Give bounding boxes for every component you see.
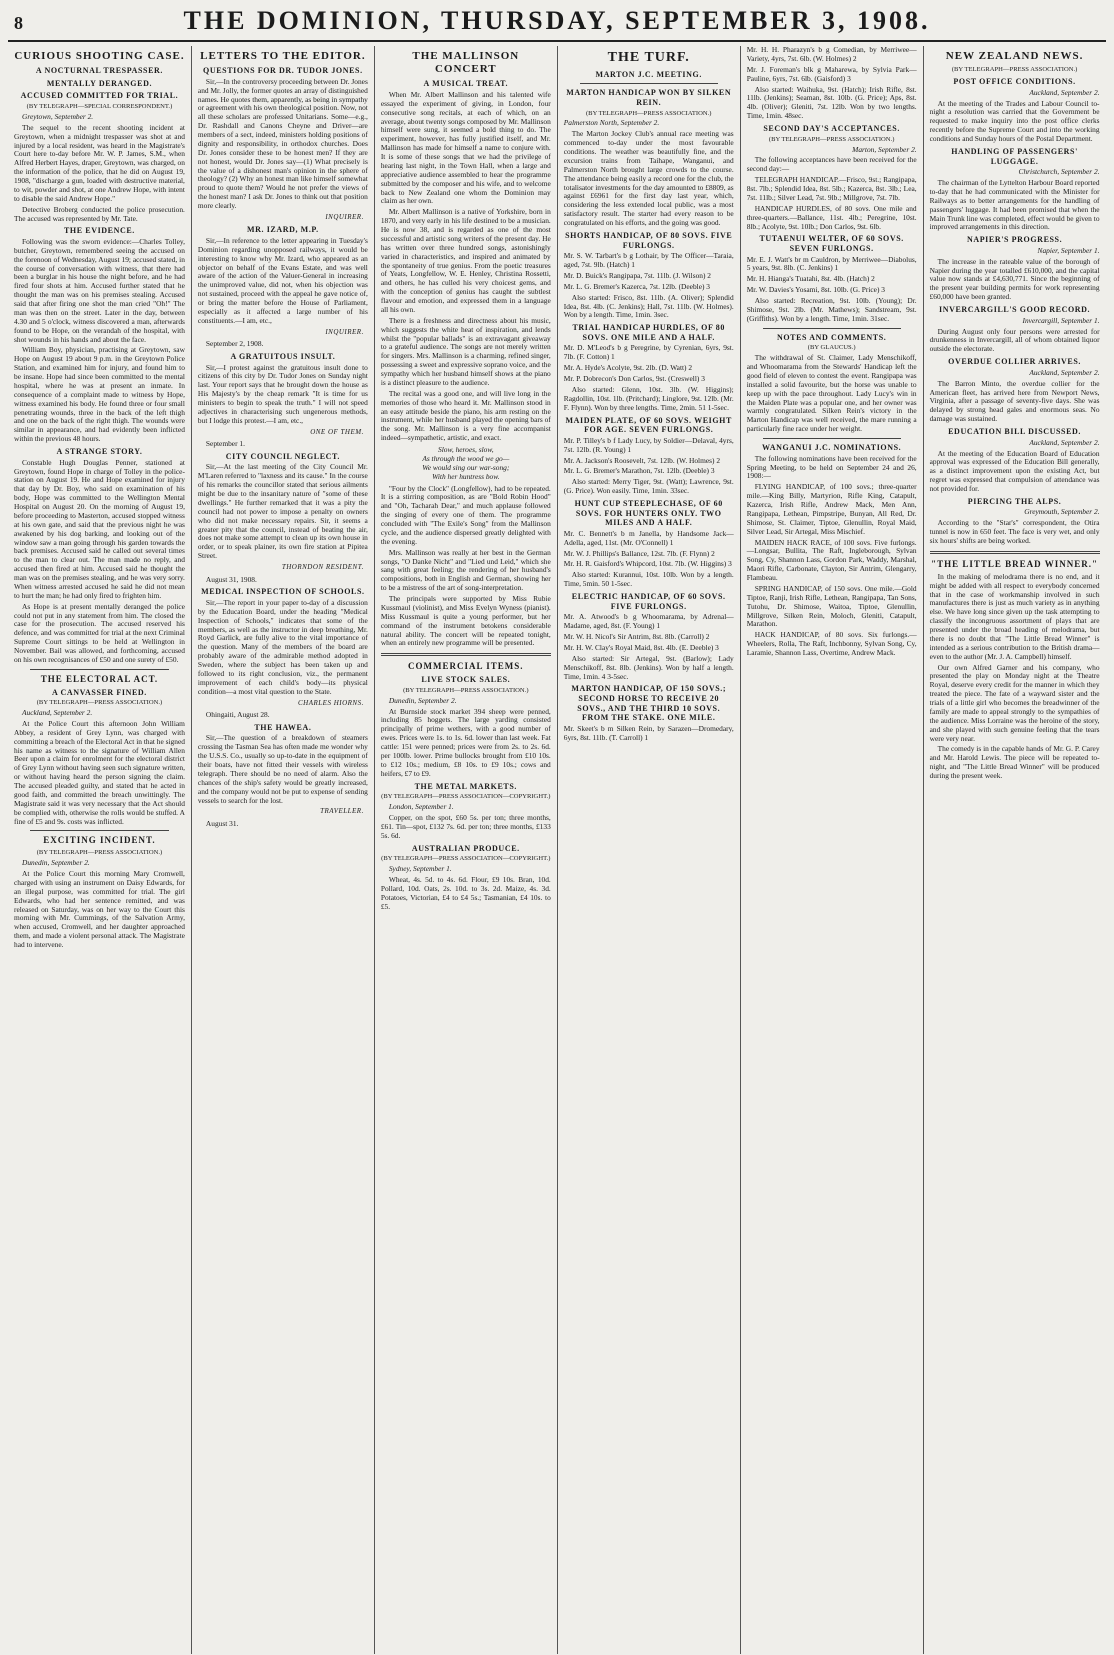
verse-line: We would sing our war-song;	[422, 462, 510, 472]
race-heading: TRIAL HANDICAP HURDLES, OF 80 SOVS. ONE MILE AND A HALF.	[572, 323, 725, 342]
article-paragraph: Copper, on the spot, £60 5s. per ton; three months, £61. Tin—spot, £132 7s. 6d. per ton; three months, £133 5s. 6d.	[380, 812, 551, 840]
letter-signature: INQUIRER.	[325, 327, 364, 336]
credit-line: (BY TELEGRAPH—PRESS ASSOCIATION.)	[585, 109, 712, 117]
article-paragraph: There is a freshness and directness about his music, which suggests the white heat of inspiration, and lends whilst the "popular ballads" is an extravagant giveaway to a grateful audience. The songs are not merely written for singers. Mrs. Mallinson is a charming, refined singer, possessing a sweet and expressive soprano voice, and the sympathy which her husband himself shows at the piano is a distinct pleasure to the audience.	[380, 315, 551, 387]
subhead-izard: MR. IZARD, M.P.	[246, 225, 319, 235]
race-result-line: Mr. C. Bennett's b m Janella, by Handsome Jack—Adella, aged, 11st. (Mr. O'Connell) 1	[563, 528, 734, 547]
race-result-line: Mr. H. W. Clay's Royal Maid, 8st. 4lb. (E. Deeble) 3	[563, 642, 719, 652]
subhead-canvasser: A CANVASSER FINED.	[52, 687, 147, 697]
subhead-evidence: THE EVIDENCE.	[63, 226, 135, 236]
subhead-committed: ACCUSED COMMITTED FOR TRIAL.	[20, 91, 179, 101]
race-summary: Also started: Sir Artegal, 9st. (Barlow); Lady Menschikoff, 8st. 8lb. (Jenkins). Won by half a length. Time, 1min. 4 3-5sec.	[563, 653, 734, 681]
article-paragraph: FLYING HANDICAP, of 100 sovs.; three-quarter mile.—King Billy, Martyrion, Rifle King, Catapult, Kazerca, Irish Rifle, Andrew Mack, Men Ann, Rangipapa, Lethean, Pimpstripe, Bunyan, All Red, Dr. Shimose, St. Claimer, Tiptoe, Glenullin, Royal Maid, Silver Lead, Sir Artegal, Miss Mischief.	[746, 482, 917, 536]
subhead-notes: NOTES AND COMMENTS.	[776, 332, 887, 342]
article-paragraph: HACK HANDICAP, of 80 sovs. Six furlongs.—Wheelers, Rolla, The Raft, Inchbonny, Sylvan Song, Cy, Laramie, Shannon Lass, Overtime, Andrew Mack.	[746, 630, 917, 658]
verse-line: With her huntress bow.	[432, 471, 500, 481]
article-paragraph: The sequel to the recent shooting incident at Greytown, when a midnight trespasser was shot at and injured by a local resident, was heard in the Magistrate's Court here to-day before Mr. W. P. James, S.M., when Alfred Herbert Hayes, draper, Greytown, was charged, on the information of the police, that he did on August 19, 1908, "discharge a gun, loaded with destructive material, to wit, powder and shot, at one Andrew Hope, with intent to disable the said Andrew Hope."	[14, 122, 185, 203]
race-heading: MARTON HANDICAP, OF 150 SOVS.; SECOND HORSE TO RECEIVE 20 SOVS., AND THE THIRD 10 SOVS. FROM THE STAKE. ONE MILE.	[571, 684, 727, 723]
letter-paragraph: Sir,—The question of a breakdown of steamers crossing the Tasman Sea has often made me wonder why the U.S.S. Co., usually so up-to-date in the equipment of their boats, have not fitted their vessels with wireless telegraph. There should be no need of alarm. Also the chances of the ship's safety would be greatly increased, and the company would not be put to expense of sending vessels to search for the lost.	[197, 733, 368, 805]
article-paragraph: MAIDEN HACK RACE, of 100 sovs. Five furlongs.—Longsar, Bullita, The Raft, Ingleborough, Sylvan Song, Cy, Shannon Lass, Gordon Park, Waddy, Marshal, Maori Rifle, Carbonate, Clayton, Sir Antrim, Glengarry, Flambeau.	[746, 537, 917, 583]
divider	[381, 653, 551, 656]
article-paragraph: At Burnside stock market 394 sheep were penned, including 85 hoggets. The large yarding consisted principally of prime wethers, with a good number of ewes. Prices were 1s. to 1s. 6d. lower than last week. Fat cattle: 151 were penned; prices were from 2s. to 2s. 6d. per 100lb. lower. Prime bullocks brought from £10 10s. to £12 10s.; medium, £8 10s. to £9 10s.; cows and heifers, £7 to £9.	[380, 706, 551, 778]
subhead-trespasser: A NOCTURNAL TRESPASSER.	[35, 66, 163, 76]
credit-line: (BY TELEGRAPH—PRESS ASSOCIATION.)	[951, 66, 1078, 74]
subhead-napier: NAPIER'S PROGRESS.	[966, 235, 1063, 245]
article-paragraph: At the meeting of the Trades and Labour Council to-night a resolution was carried that the Government be requested to make inquiry into the post office clerks recently before the Supreme Court and into the working conditions and Sunday hours of the Postal Department.	[929, 98, 1100, 144]
article-paragraph: Following was the sworn evidence:—Charles Tolley, butcher, Greytown, remembered seeing the accused on the forenoon of Wednesday, August 19; accused stated, in the course of conversation with witness, that there had been a burglar in his house the night before, and he had fired four shots at him. Accused further stated that he thought the man was on his premises stealing. Accused said that after firing one shot the man cried "Oh!" The man was then on the street. Later in the day, between 4.30 and 5 o'clock, witness discovered a man, afterwards found to be Hope, on the verandah of the hospital, with shot wounds in his hands and about the face.	[14, 236, 185, 344]
dateline: Auckland, September 2.	[1029, 367, 1100, 377]
article-paragraph: The following nominations have been received for the Spring Meeting, to be held on September 24 and 26, 1908:—	[746, 453, 917, 481]
dateline: Christchurch, September 2.	[1018, 167, 1100, 177]
race-summary: Also started: Frisco, 8st. 11lb. (A. Oliver); Splendid Idea, 8st. 4lb. (C. Jenkins); Hall, 7st. 11lb. (W. Holmes). Won by a length. Time, 1min. 3sec.	[563, 292, 734, 320]
race-result-line: Mr. D. M'Leod's b g Peregrine, by Cyrenian, 6yrs, 9st. 7lb. (F. Cotton) 1	[563, 343, 734, 362]
race-result-line: Mr. L. G. Bremer's Marathon, 7st. 12lb. (Deeble) 3	[563, 466, 715, 476]
headline-letters: LETTERS TO THE EDITOR.	[200, 50, 366, 62]
letter-date: Ohingaiti, August 28.	[205, 709, 270, 719]
subhead-wanganui: WANGANUI J.C. NOMINATIONS.	[762, 443, 902, 453]
letter-date: September 2, 1908.	[205, 339, 264, 349]
dateline: London, September 1.	[388, 802, 454, 812]
race-result-line: Mr. J. Foreman's blk g Maharewa, by Sylvia Park—Pauline, 6yrs, 7st. 6lb. (Gaisford) 3	[746, 64, 917, 83]
credit-line: (BY TELEGRAPH—PRESS ASSOCIATION.)	[768, 135, 895, 143]
race-heading: TUTAENUI WELTER, OF 60 SOVS. SEVEN FURLONGS.	[759, 234, 904, 253]
divider	[763, 438, 901, 439]
race-result-line: Mr. W. J. Phillips's Ballance, 12st. 7lb. (F. Flynn) 2	[563, 548, 715, 558]
race-summary: Also started: Merry Tiger, 9st. (Watt); Lawrence, 9st. (G. Price). Won easily. Time, 1min. 33sec.	[563, 477, 734, 496]
article-paragraph: TELEGRAPH HANDICAP.—Frisco, 9st.; Rangipapa, 8st. 7lb.; Splendid Idea, 8st. 5lb.; Kazerca, 8st. 3lb.; Lea, 7st. 11lb.; Silver Lead, 7st. 9lb.; Millgrove, 7st. 7lb.	[746, 175, 917, 202]
article-paragraph: Our own Alfred Garner and his company, who presented the play on Monday night at the Theatre Royal, deserve every credit for the manner in which they treated the piece. The fate of a wayward sister and the trials of a little girl who becomes the breadwinner of the family are made to appeal strongly to the sympathies of the audience. Miss Lorraine was the heroine of the story, and she played with such genuine feeling that the tears were very near.	[929, 662, 1100, 743]
race-heading: MAIDEN PLATE, OF 60 SOVS. WEIGHT FOR AGE. SEVEN FURLONGS.	[565, 415, 732, 435]
verse-line: As through the wood we go—	[422, 453, 510, 463]
letter-date: August 31, 1908.	[205, 574, 257, 584]
race-result-line: Mr. D. Buick's Rangipapa, 7st. 11lb. (J. Wilson) 2	[563, 270, 711, 280]
dateline: Dunedin, September 2.	[22, 858, 90, 868]
race-result-line: Mr. Skeet's b m Silken Rein, by Sarazen—Dromedary, 6yrs, 8st. 11lb. (T. Carroll) 1	[563, 723, 734, 742]
dateline: Dunedin, September 2.	[388, 695, 457, 705]
article-paragraph: The increase in the rateable value of the borough of Napier during the year totalled £610,000, and the capital value now stands at £4,630,771. Since the beginning of the present year building permits for work representing £60,000 have been granted.	[929, 256, 1100, 302]
column-5	[740, 46, 923, 1654]
subhead-marton-meeting: MARTON J.C. MEETING.	[595, 69, 702, 79]
dateline: Palmerston North, September 2.	[563, 118, 660, 128]
dateline: Auckland, September 2.	[22, 708, 93, 718]
article-paragraph: Mr. Albert Mallinson is a native of Yorkshire, born in 1870, and very early in his life destined to be a musician. He is now 38, and is regarded as one of the most successful and artistic song writers of the present day. He has written over three hundred songs, astonishingly varied in characteristics, and inspired and animated by the spontaneity of true genius. From the poetic treasures of Yeats, Longfellow, W. E. Henley, Christina Rossetti, and others, he has culled his very choicest gems, and with the conception of genius has caught the subtlest flavour and emotion, and expressed them in a language all his own.	[380, 207, 551, 314]
article-paragraph: The withdrawal of St. Claimer, Lady Menschikoff, and Whoomarama from the Stewards' Handicap left the good field of eleven to contest the event. Rangipapa was installed a solid favourite, but the horse was unable to keep up with the pace throughout. Lady Lucy's win in the Maiden Plate was a popular one, and her owner was warmly congratulated. Silken Rein's victory in the Marton Handicap was well received, the mare running a particularly fine race under her weight.	[746, 353, 917, 434]
column-4	[557, 46, 740, 1654]
letter-paragraph: Sir,—The report in your paper to-day of a discussion by the Education Board, under the heading "Medical Inspection of Schools," indicates that some of the members, as well as the instructor in deep breathing, Mr. Royd Garlick, are fully alive to the vital importance of the question. Many of the members of the board are probably aware of the admirable method adopted in Sweden, where the subject has been taken up and followed to its right conclusion, viz., the permanent improvement of each child's body—its physical condition—a most vital question to the State.	[197, 597, 368, 696]
credit-line: (BY TELEGRAPH—SPECIAL CORRESPONDENT.)	[26, 102, 173, 110]
divider	[30, 669, 169, 670]
race-result-line: Mr. H. H. Pharazyn's b g Comedian, by Merriwee—Variety, 4yrs, 7st. 6lb. (W. Holmes) 2	[746, 46, 917, 63]
subhead-medical: MEDICAL INSPECTION OF SCHOOLS.	[201, 587, 365, 597]
subhead-invercargill: INVERCARGILL'S GOOD RECORD.	[939, 305, 1091, 315]
letter-paragraph: Sir,—At the last meeting of the City Council Mr. M'Laren referred to "laxness and its cause." In the course of his remarks the councillor stated that serious ailments might be due to the insanitary nature of "some of these dwellings." He further remarked that it was a pity the council had not power to impose a penalty on owners who did not make necessary repairs. Sir, it seems a greater pity that the council, instead of beating the air, does not make some attempt to clean up its own house in order, or to speak plainer, its own fire station at Pipitea Street.	[197, 462, 368, 561]
article-paragraph: During August only four persons were arrested for drunkenness in Invercargill, all of whom obtained liquor outside the electorate.	[929, 326, 1100, 354]
letter-signature: CHARLES HIORNS.	[298, 698, 364, 707]
race-result-line: Mr. W. Davies's Yosami, 8st. 10lb. (G. Price) 3	[746, 285, 885, 295]
race-heading: SHORTS HANDICAP, OF 80 SOVS. FIVE FURLONGS.	[565, 230, 733, 250]
subhead-insult: A GRATUITOUS INSULT.	[230, 351, 336, 361]
race-result-line: Mr. H. R. Gaisford's Whipcord, 10st. 7lb. (W. Higgins) 3	[563, 559, 732, 569]
headline-exciting: EXCITING INCIDENT.	[43, 835, 156, 846]
column-2	[191, 46, 374, 1654]
column-1	[8, 46, 191, 1654]
letter-signature: TRAVELLER.	[320, 807, 364, 816]
headline-commercial: COMMERCIAL ITEMS.	[408, 661, 524, 672]
article-paragraph: The recital was a good one, and will live long in the memories of those who heard it. Mr. Mallinson stood in an easy attitude beside the piano, his arm resting on the instrument, while her husband played the opening bars of the song. Mr. Mallinson is a very fine accompanist indeed—sympathetic, artistic, and exact.	[380, 388, 551, 443]
headline-bread-winner: "THE LITTLE BREAD WINNER."	[931, 558, 1098, 569]
dateline: Invercargill, September 1.	[1022, 315, 1100, 325]
race-result-line: Mr. P. Dobrecon's Don Carlos, 9st. (Creswell) 3	[563, 374, 705, 384]
credit-line: (BY TELEGRAPH—PRESS ASSOCIATION.)	[36, 699, 163, 707]
subhead-collier: OVERDUE COLLIER ARRIVES.	[948, 357, 1081, 367]
headline-mallinson: THE MALLINSON CONCERT	[412, 50, 520, 76]
race-summary: Also started: Recreation, 9st. 10lb. (Young); Dr. Shimose, 9st. 2lb. (Mr. Mathews); Sandstream, 9st. (Griffiths). Won by a length. Time, 1min. 31sec.	[746, 296, 917, 323]
article-paragraph: The principals were supported by Miss Rubie Kussmaul (violinist), and Miss Evelyn Wyness (pianist). Miss Kussmaul is quite a young performer, but her command of the instrument betokens considerable natural ability. The concert will be repeated tonight, when an entirely new programme will be presented.	[380, 594, 551, 648]
credit-line: (BY GLAUCUS.)	[807, 344, 856, 352]
letter-paragraph: Sir,—I protest against the gratuitous insult done to citizens of this city by Dr. Tudor Jones on Sunday night last. Your report says that he brought down the house as His Majesty's by the cheap remark "It is time for us ministers to begin to speak the truth." I will not speed adjectives in characterising such ungenerous methods, but I lodge this protest.—I am, etc.,	[197, 362, 368, 425]
masthead	[8, 6, 1106, 42]
headline-nz-news: NEW ZEALAND NEWS.	[945, 50, 1084, 62]
article-paragraph: "Four by the Clock" (Longfellow), had to be repeated. It is a stirring composition, as are "Bold Robin Hood" and "Oh, Tacharah Dear," and much applause followed the singing of every one of them. The programme concluded with "The Exile's Song" from the Mallinson cycle, and the audience dispersed greatly delighted with the evening.	[380, 483, 551, 546]
subhead-deranged: MENTALLY DERANGED.	[46, 78, 153, 88]
subhead-live-stock: LIVE STOCK SALES.	[421, 675, 511, 685]
subhead-hawea: THE HAWEA.	[254, 722, 312, 732]
article-paragraph: Constable Hugh Douglas Penner, stationed at Greytown, found Hope in charge of Tolley in the police-station on August 19. He and Hope examined for injury that day by Dr. Boy, who said on examination of his body, Hope was committed to the Wellington Mental Hospital on August 20. On the morning of August 19, before proceeding to Masterton, accused stopped witness at his own gate, and said that the previous night he was awakened by his dog barking, and looking out of the window saw a man going through his garden towards the back premises. Accused said he called out several times to the man to clear out. The man made no reply, and accused then fired at him. Accused said he thought the man was on the premises stealing, and he was very sorry. When witness arrested accused he said he did not mean to hurt the man; he had only fired to frighten him.	[14, 457, 185, 600]
dateline: Auckland, September 2.	[1029, 437, 1100, 447]
race-result-line: Mr. A. Jackson's Roosevelt, 7st. 12lb. (W. Holmes) 2	[563, 455, 721, 465]
article-paragraph: Detective Broberg conducted the police prosecution. The accused was represented by Mr. Tate.	[14, 204, 185, 223]
masthead-title: THE DOMINION, THURSDAY, SEPTEMBER 3, 1908.	[183, 6, 931, 35]
columns	[8, 46, 1106, 1654]
headline-turf: THE TURF.	[607, 50, 690, 65]
article-paragraph: Mrs. Mallinson was really at her best in the German songs, "O Danke Nicht" and "Lied und Leid," which she sang with great feeling; the rendering of her husband's compositions, both in English and German, showing her to be a mistress of the art of song-interpretation.	[380, 547, 551, 593]
race-heading: HUNT CUP STEEPLECHASE, OF 60 SOVS. FOR HUNTERS ONLY. TWO MILES AND A HALF.	[574, 499, 723, 528]
article-paragraph: At the Police Court this afternoon John William Abbey, a resident of Grey Lynn, was charged with committing a breach of the Electoral Act in that he signed his name as witness to the signature of William Allen Beer upon a claim for enrolment for the electoral district of Grey Lynn without having seen such signature written, or without having heard the person signing the claim. The accused pleaded guilty, and stated that he acted in good faith, and committed the breach unwittingly. The Magistrate said it was very necessary that the Act should be complied with, otherwise the rolls would be stuffed. A fine of £5 and 9s. costs was inflicted.	[14, 718, 185, 826]
divider	[30, 830, 169, 831]
race-result-line: Mr. W. H. Nicol's Sir Antrim, 8st. 8lb. (Carroll) 2	[563, 632, 710, 642]
article-paragraph: As Hope is at present mentally deranged the police could not put in any statement from him. The closed the case for the prosecution. The accused reserved his defence, and was committed for trial at the next Criminal Supreme Court sittings to be held at Wellington in November. Bail was allowed, and forthcoming, accused on his own recognisances of £50 and one surety of £50.	[14, 601, 185, 664]
article-paragraph: The following acceptances have been received for the second day:—	[746, 155, 917, 174]
subhead-strange-story: A STRANGE STORY.	[56, 447, 143, 457]
letter-date: September 1.	[205, 439, 245, 449]
article-paragraph: HANDICAP HURDLES, of 80 sovs. One mile and three-quarters.—Ballance, 11st. 4lb.; Peregrine, 10st. 8lb.; Acolyte, 9st. 10lb.; Don Carlos, 9st. 6lb.	[746, 203, 917, 231]
article-paragraph: Wheat, 4s. 5d. to 4s. 6d. Flour, £9 10s. Bran, 10d. Pollard, 10d. Oats, 2s. 10d. to 3s. 2d. Maize, 4s. 3d. Potatoes, Victorian, £4 to £4 5s.; Tasmanian, £4 10s. to £5.	[380, 874, 551, 911]
credit-line: (BY TELEGRAPH—PRESS ASSOCIATION—COPYRIGHT.)	[381, 855, 551, 863]
race-result-line: Mr. P. Tilley's b f Lady Lucy, by Soldier—Delaval, 4yrs, 7st. 12lb. (R. Young) 1	[563, 435, 734, 454]
subhead-australian-produce: AUSTRALIAN PRODUCE.	[411, 843, 520, 853]
race-result-line: Mr. H. Hianga's Tuatahi, 8st. 4lb. (Hatch) 2	[746, 274, 875, 284]
subhead-city-council: CITY COUNCIL NEGLECT.	[225, 451, 340, 461]
race-summary: Also started: Kurannui, 10st. 10lb. Won by a length. Time, 5min. 50 1-5sec.	[563, 570, 734, 589]
article-paragraph: When Mr. Albert Mallinson and his talented wife essayed the experiment of giving, in London, four consecutive song recitals, at each of which, on an average, about twenty songs composed by Mr. Mallinson himself were sung, it seemed a bold thing to do. The experiment, however, has fully justified itself, and Mr. Mallinson has made for himself a name to conjure with. It is some of these songs that we had the privilege of hearing last night, in the Town Hall, when a large and appreciative audience assembled to hear the programme submitted by the composer and his wife, and to welcome back to New Zealand one whom the Dominion may claim as her own.	[380, 89, 551, 206]
article-paragraph: In the making of melodrama there is no end, and it might be added with all respect to everybody concerned that in the case of workmanship involved in such manufactures there is just as much variety as in anything else. We have long since given up the task attempting to classify the incongruous assortment of plays that are presented under the broad heading of melodrama, but there is no doubt that "The Little Bread Winner" is intended as a serious contribution to the British drama—even to the author (Mr. J. A. Campbell) himself.	[929, 571, 1100, 661]
divider	[580, 83, 718, 84]
subhead-second-day: SECOND DAY'S ACCEPTANCES.	[763, 124, 900, 133]
article-paragraph: At the meeting of the Education Board of Education approval was expressed of the Education Bill generally, as a distinct improvement upon the existing Act, but regret was expressed that compulsion of attendance was not provided for.	[929, 448, 1100, 493]
dateline: Sydney, September 1.	[388, 864, 452, 874]
verse-block	[381, 446, 551, 482]
divider	[763, 328, 901, 329]
subhead-luggage: HANDLING OF PASSENGERS' LUGGAGE.	[951, 146, 1078, 166]
article-paragraph: The Marton Jockey Club's annual race meeting was commenced to-day under the most favourable conditions. The weather was beautifully fine, and the excursion trains from Taihape, Wanganui, and Palmerston North brought large crowds to the course. The attendance being easily a record one for the club, the totalisator investments for the day amounted to £8809, as against £6961 for the first day last year, which, considering the less extended local public, was a most satisfactory result. The starter had every reason to be congratulated on his efforts, and the going was good.	[563, 129, 734, 228]
subhead-metal-markets: THE METAL MARKETS.	[414, 781, 518, 791]
subhead-questions: QUESTIONS FOR DR. TUDOR JONES.	[203, 66, 363, 76]
subhead-marton-handicap: MARTON HANDICAP WON BY SILKEN REIN.	[566, 88, 732, 107]
article-paragraph: At the Police Court this morning Mary Cromwell, charged with using an instrument on Daisy Edwards, for an illegal purpose, was committed for trial. The girl Edwards, who had her sentence remitted, and was released on Saturday, was on her way to the Court this morning with Mr. Cummings, of the Salvation Army, when accused, Cromwell, and her daughter approached them, and made a violent personal attack. The Magistrate had to intervene.	[14, 869, 185, 950]
subhead-alps: PIERCING THE ALPS.	[967, 496, 1062, 506]
credit-line: (BY TELEGRAPH—PRESS ASSOCIATION.)	[403, 686, 529, 694]
column-3	[374, 46, 557, 1654]
credit-line: (BY TELEGRAPH—PRESS ASSOCIATION.)	[36, 849, 163, 857]
race-result-line: Mr. L. G. Bremer's Kazerca, 7st. 12lb. (Deeble) 3	[563, 281, 710, 291]
race-result-line: Mr. A. Hyde's Acolyte, 9st. 2lb. (D. Watt) 2	[563, 363, 693, 373]
subhead-education: EDUCATION BILL DISCUSSED.	[948, 427, 1082, 437]
subhead-post-office: POST OFFICE CONDITIONS.	[953, 77, 1076, 87]
race-result-line: Mr. S. W. Tarbart's b g Lothair, by The Officer—Taraia, aged, 7st. 9lb. (Hatch) 1	[563, 251, 734, 270]
race-summary: Also started: Glenn, 10st. 3lb. (W. Higgins); Ragdollin, 10st. 1lb. (Pritchard); Linglore, 9st. 12lb. (Mr. F. Flynn). Won by three lengths. Time, 2min. 51 1-5sec.	[563, 384, 734, 412]
article-paragraph: The comedy is in the capable hands of Mr. G. P. Carey and Mr. Harold Lewis. The piece will be repeated to-night, and "The Little Bread Winner" will be produced during the present week.	[929, 744, 1100, 781]
headline-electoral: THE ELECTORAL ACT.	[40, 673, 159, 684]
subhead-musical-treat: A MUSICAL TREAT.	[423, 79, 509, 89]
letter-paragraph: Sir,—In the controversy proceeding between Dr. Jones and Mr. Jolly, the former quotes an array of distinguished names. He quotes them, apparently, as being in sympathy or agreement with his own theological position. Now, not all these scholars are professed Unitarians. Some—e.g., Dr. Rashdall and Canons Cheyne and Driver—are members of a sect, indeed, ministers holding positions of dignity and responsibility, in orthodox churches. Does Dr. Jones consider these to be honest men? If they are not honest, would Dr. Jones say—(1) What precisely is the value of a dishonest man's opinion in the sphere of theology? (2) Why an honest man like himself somewhat proud to quote them? Would he not prefer the views of the honest man? I ask Dr. Jones to think out that position more clearly.	[197, 76, 368, 211]
article-paragraph: The Barron Minto, the overdue collier for the American fleet, has arrived here from Newport News, Virginia, after a passage of seventy-five days. She was delayed by strong head gales and enormous seas. No damage was sustained.	[929, 378, 1100, 424]
divider	[930, 551, 1100, 554]
verse-line: Slow, heroes, slow,	[438, 445, 494, 455]
race-heading: ELECTRIC HANDICAP, OF 60 SOVS. FIVE FURLONGS.	[571, 592, 726, 611]
race-summary: Also started: Waihuka, 9st. (Hatch); Irish Rifle, 8st. 11lb. (Jenkins); Seaman, 8st. 10lb. (G. Price); Aps, 8st. 4lb. (Oliver); Gleniti, 7st. 12lb. Won by two lengths. Time, 1min. 48sec.	[746, 84, 917, 121]
credit-line: (BY TELEGRAPH—PRESS ASSOCIATION—COPYRIGHT.)	[381, 793, 551, 801]
column-6	[923, 46, 1106, 1654]
race-result-line: Mr. A. Atwood's b g Whoomarama, by Adrenal—Madame, aged, 8st. (F. Young) 1	[563, 612, 734, 631]
dateline: Napier, September 1.	[1037, 245, 1100, 255]
article-paragraph: William Boy, physician, practising at Greytown, saw Hope on August 19 about 9 p.m. in the Greytown Police Station, and examined him for injury, and found him to be insane. Hope had since been committed to the mental hospital, where he was at present an inmate. In consequence of a complaint made to witness by Hope, witness examined his body. He found three or four small penetrating wounds, three in the back of the left thigh and one on the back of the right thigh. The wounds were similar in appearance, and had evidently been inflicted within the previous 48 hours.	[14, 345, 185, 444]
dateline: Greytown, September 2.	[22, 111, 94, 121]
dateline: Marton, September 2.	[852, 144, 917, 154]
dateline: Greymouth, September 2.	[1024, 507, 1100, 517]
page-number: 8	[14, 13, 23, 33]
article-paragraph: The chairman of the Lyttelton Harbour Board reported to-day that he had communicated with the Minister for Railways as to better arrangements for the handling of passengers' luggage. It had been promised that when the Main Trunk line was completed, effect would be given to improved arrangements in this direction.	[929, 178, 1100, 232]
race-result-line: Mr. E. J. Watt's br m Cauldron, by Merriwee—Diabolus, 5 years, 9st. 8lb. (C. Jenkins) 1	[746, 254, 917, 273]
headline-shooting: CURIOUS SHOOTING CASE.	[14, 50, 185, 62]
article-paragraph: According to the "Star's" correspondent, the Otira tunnel is now in 650 feet. The face is very wet, and only six hours' shifts are being worked.	[929, 518, 1100, 546]
letter-paragraph: Sir,—In reference to the letter appearing in Tuesday's Dominion regarding unopposed railways, it would be interesting to know why Mr. Izard, who appeared as an objector on behalf of the Evans Estate, and was well aware of the action of the Valuer-General in increasing the unimproved value, did not, when his objection was not sustained, proceed with the appeal he gave notice of, or bring the matter before the House of Parliament, especially as it affected a large number of his constituents.—I am, etc.,	[197, 235, 368, 325]
letter-date: August 31.	[205, 818, 239, 828]
letter-signature: THORNDON RESIDENT.	[281, 563, 364, 572]
dateline: Auckland, September 2.	[1029, 87, 1100, 97]
letter-signature: INQUIRER.	[325, 212, 364, 221]
article-paragraph: SPRING HANDICAP, of 150 sovs. One mile.—Gold Tiptoe, Ranji, Irish Rifle, Lethean, Rangipapa, Tan Sons, Tutohu, Dr. Shimose, Waitoa, Tiptoe, Glenullin, Millgrove, Silken Rein, Moloch, Gleniti, Catapult, Marathon.	[746, 583, 917, 629]
letter-signature: ONE OF THEM.	[310, 427, 364, 436]
